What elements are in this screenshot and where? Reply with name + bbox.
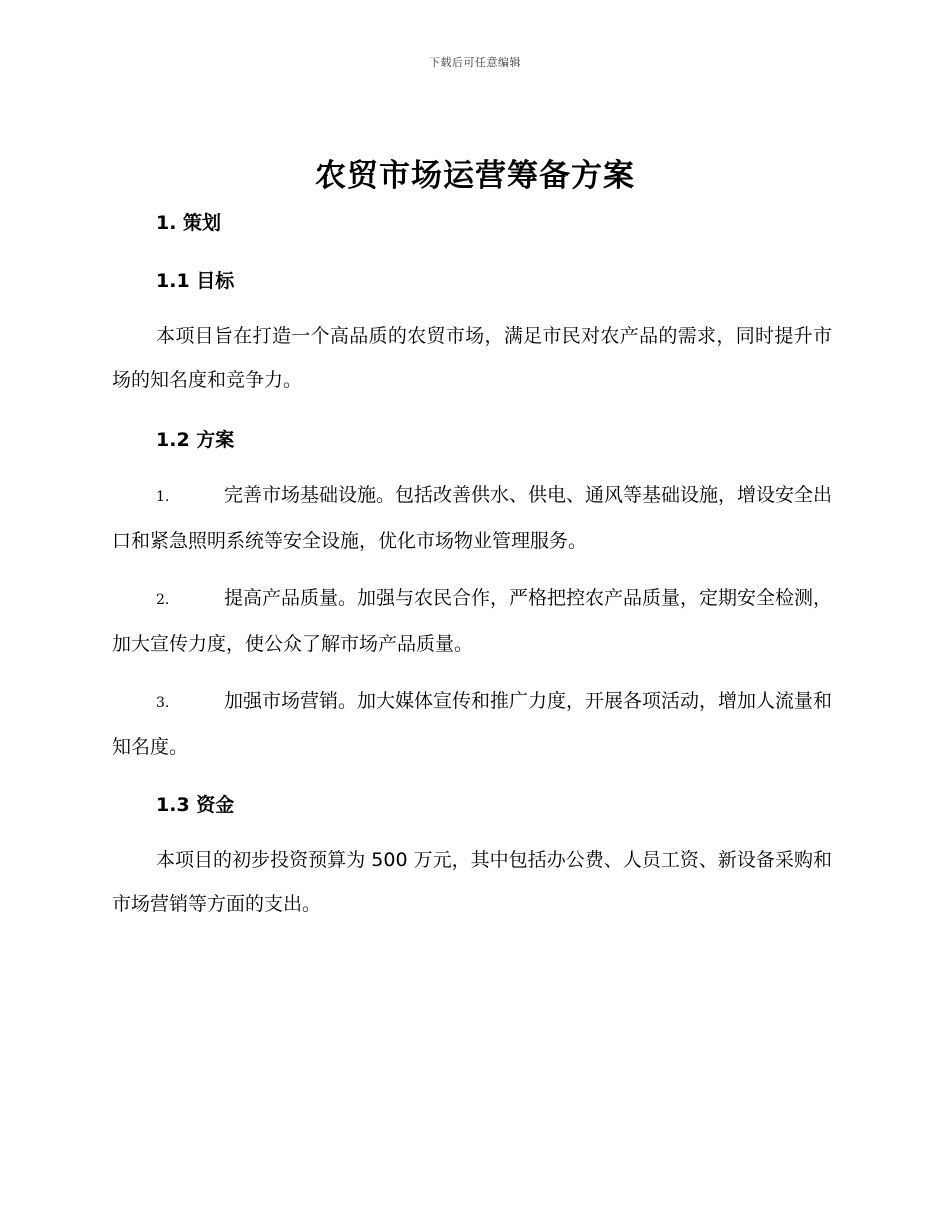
section-heading-planning: 1. 策划 xyxy=(156,212,222,234)
goal-paragraph: 本项目旨在打造一个高品质的农贸市场，满足市民对农产品的需求，同时提升市场的知名度和竞争力。 xyxy=(112,325,832,391)
section-heading-funding: 1.3 资金 xyxy=(156,794,235,816)
section-heading-goal: 1.1 目标 xyxy=(156,270,235,292)
list-number: 3. xyxy=(156,695,170,711)
funding-paragraph: 本项目的初步投资预算为 500 万元，其中包括办公费、人员工资、新设备采购和市场营销等方面的支出。 xyxy=(112,849,832,915)
list-item-text: 提高产品质量。加强与农民合作，严格把控农产品质量，定期安全检测，加大宣传力度，使公众了解市场产品质量。 xyxy=(112,587,833,655)
section-heading-plan: 1.2 方案 xyxy=(156,429,235,451)
plan-list-item-3 xyxy=(112,679,832,769)
header-note: 下载后可任意编辑 xyxy=(429,56,521,69)
list-number: 1. xyxy=(156,489,170,505)
list-number: 2. xyxy=(156,592,170,608)
plan-list-item-1 xyxy=(112,473,832,563)
document-title: 农贸市场运营筹备方案 xyxy=(315,158,635,194)
list-item-text: 加强市场营销。加大媒体宣传和推广力度，开展各项活动，增加人流量和知名度。 xyxy=(112,690,833,758)
plan-list-item-2 xyxy=(112,576,832,666)
list-item-text: 完善市场基础设施。包括改善供水、供电、通风等基础设施，增设安全出口和紧急照明系统等安全设施，优化市场物业管理服务。 xyxy=(112,484,833,552)
